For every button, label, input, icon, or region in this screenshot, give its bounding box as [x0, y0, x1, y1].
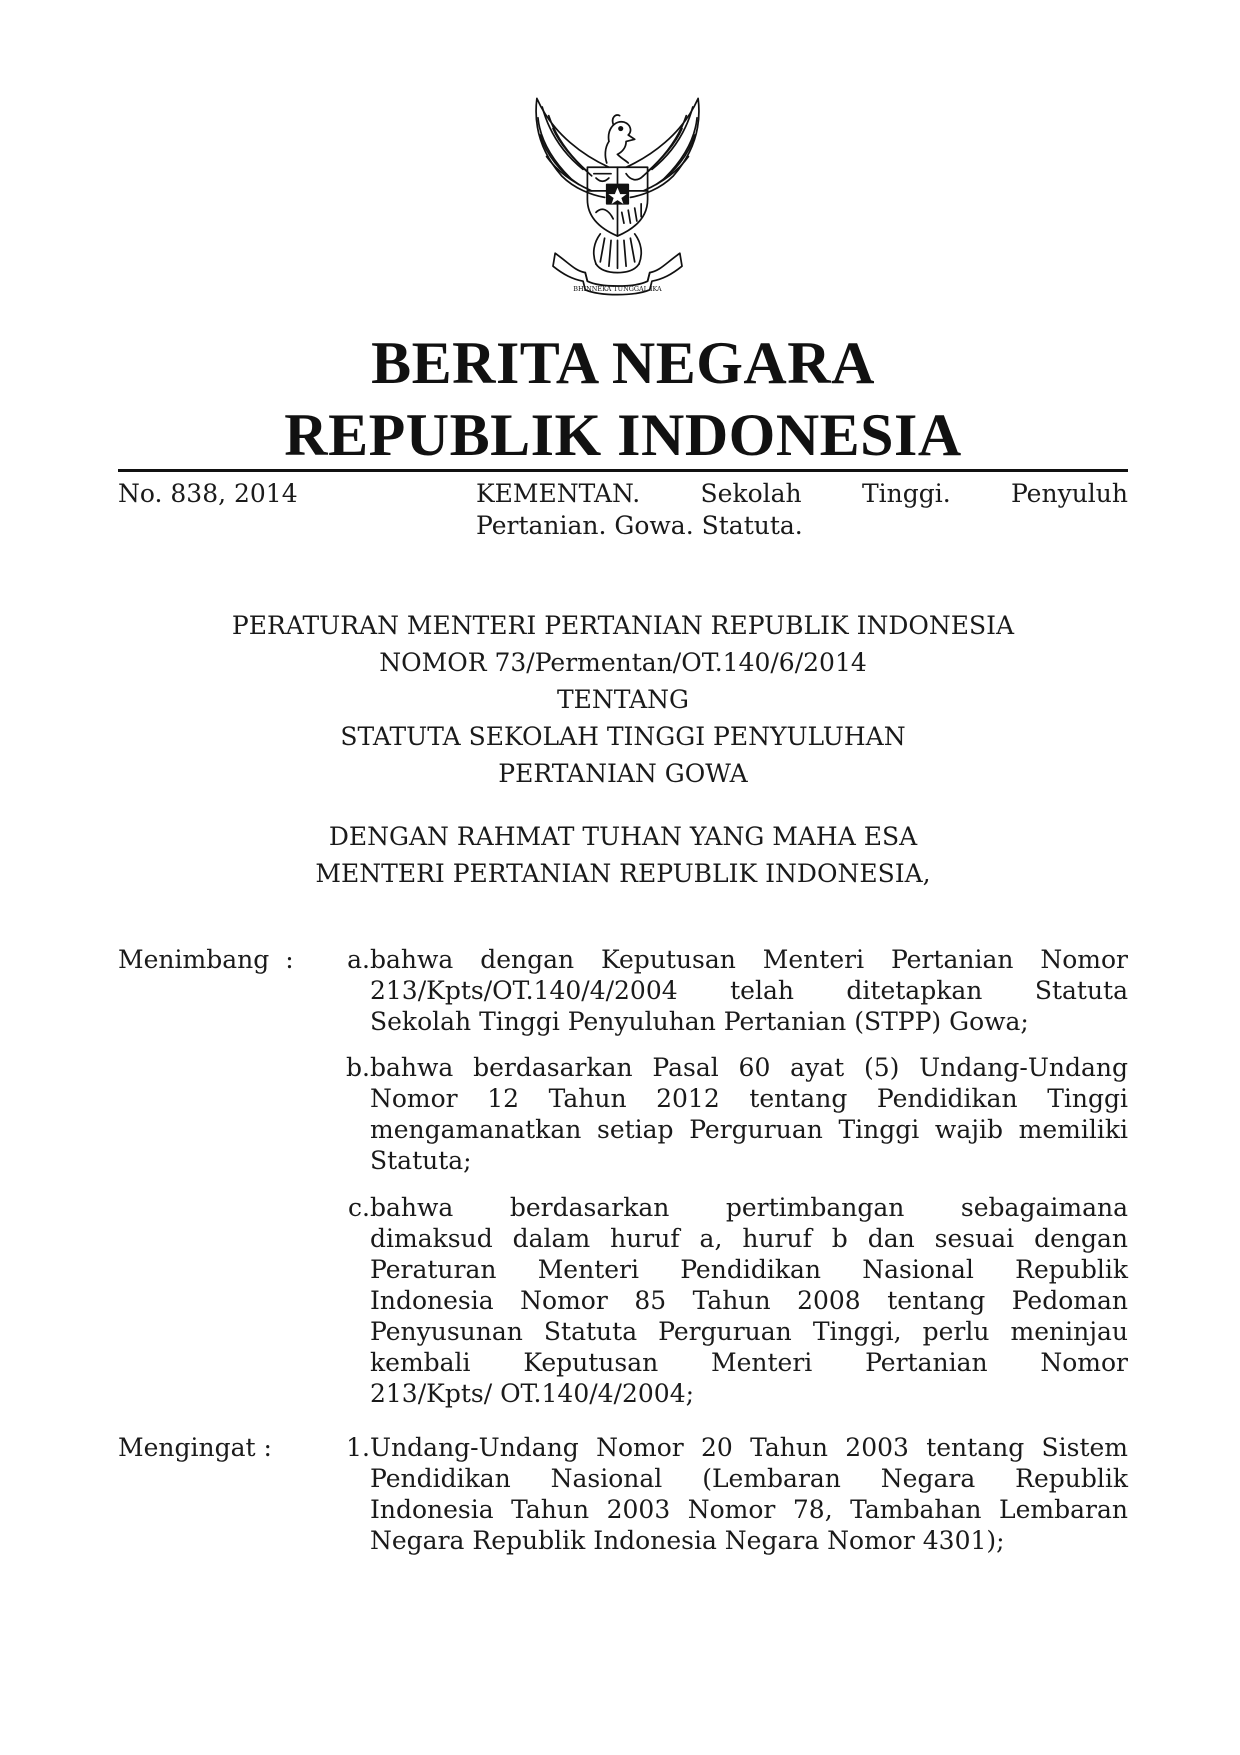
list-item-line: Sekolah Tinggi Penyuluhan Pertanian (STPP) Gowa; [370, 1007, 1029, 1036]
list-item-line: Nomor 12 Tahun 2012 tentang Pendidikan Tinggi [370, 1084, 1128, 1113]
list-item-line: bahwa berdasarkan pertimbangan sebagaimana [370, 1193, 1128, 1222]
regulation-title [118, 607, 1128, 792]
publication-subject-line: KEMENTAN. Sekolah Tinggi. Penyuluh [476, 479, 1128, 508]
svg-text:BHINNEKA TUNGGAL IKA: BHINNEKA TUNGGAL IKA [573, 284, 662, 293]
list-item-line: Statuta; [370, 1146, 472, 1175]
publication-subject [476, 478, 1128, 542]
menimbang-label [118, 944, 294, 975]
list-item-line: 213/Kpts/OT.140/4/2004 telah ditetapkan Statuta [370, 976, 1128, 1005]
list-item-line: Indonesia Tahun 2003 Nomor 78, Tambahan Lembaran [370, 1495, 1128, 1524]
list-item-text [370, 944, 1128, 1037]
menimbang-label-text: Menimbang [118, 945, 270, 974]
list-marker: a. [347, 945, 370, 974]
list-marker: 1. [346, 1433, 370, 1462]
masthead-title: BERITA NEGARA [371, 330, 875, 396]
regulation-title-line: TENTANG [556, 685, 689, 714]
regulation-title-line: STATUTA SEKOLAH TINGGI PENYULUHAN [340, 722, 906, 751]
regulation-opening [118, 818, 1128, 892]
list-item-line: Pendidikan Nasional (Lembaran Negara Republik [370, 1464, 1128, 1493]
regulation-title-line: PERTANIAN GOWA [498, 759, 748, 788]
list-item-line: dimaksud dalam huruf a, huruf b dan sesuai dengan [370, 1224, 1128, 1253]
masthead-subtitle: REPUBLIK INDONESIA [284, 402, 962, 468]
list-item-text [370, 1432, 1128, 1556]
list-item-line: kembali Keputusan Menteri Pertanian Nomor [370, 1348, 1128, 1377]
list-item-line: bahwa berdasarkan Pasal 60 ayat (5) Undang-Undang [370, 1053, 1128, 1082]
list-item-line: bahwa dengan Keputusan Menteri Pertanian Nomor [370, 945, 1128, 974]
regulation-number: NOMOR 73/Permentan/OT.140/6/2014 [379, 648, 867, 677]
list-item-line: Peraturan Menteri Pendidikan Nasional Republik [370, 1255, 1128, 1284]
opening-line: MENTERI PERTANIAN REPUBLIK INDONESIA, [315, 859, 931, 888]
list-item-text [370, 1052, 1128, 1176]
list-item-line: mengamanatkan setiap Perguruan Tinggi wajib memiliki [370, 1115, 1128, 1144]
masthead-divider [118, 469, 1128, 472]
list-item-line: 213/Kpts/ OT.140/4/2004; [370, 1379, 695, 1408]
list-marker: b. [346, 1053, 370, 1082]
list-item-line: Negara Republik Indonesia Negara Nomor 4301); [370, 1526, 1005, 1555]
publication-number: No. 838, 2014 [118, 479, 298, 508]
list-item-line: Penyusunan Statuta Perguruan Tinggi, perlu meninjau [370, 1317, 1128, 1346]
menimbang-colon: : [285, 945, 294, 974]
mengingat-label: Mengingat : [118, 1433, 272, 1462]
list-marker: c. [348, 1193, 370, 1222]
list-item-line: Indonesia Nomor 85 Tahun 2008 tentang Pedoman [370, 1286, 1128, 1315]
list-item-text [370, 1192, 1128, 1409]
list-item-line: Undang-Undang Nomor 20 Tahun 2003 tentang Sistem [370, 1433, 1128, 1462]
publication-subject-line: Pertanian. Gowa. Statuta. [476, 511, 803, 540]
garuda-emblem-icon [510, 92, 725, 307]
opening-line: DENGAN RAHMAT TUHAN YANG MAHA ESA [328, 822, 918, 851]
regulation-title-line: PERATURAN MENTERI PERTANIAN REPUBLIK INDONESIA [231, 611, 1015, 640]
